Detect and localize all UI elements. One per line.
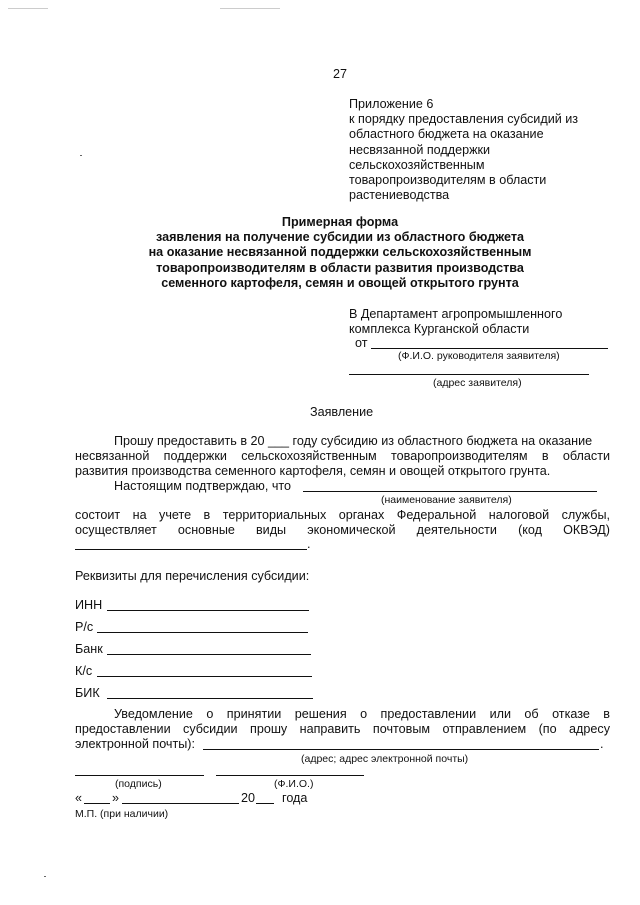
body-line: осуществляет основные виды экономической деятельности (код ОКВЭД) [75,523,610,537]
notice-address-field[interactable] [203,749,599,750]
date-close-quote: » [112,791,120,805]
date-month-field[interactable] [122,803,239,804]
date-day-field[interactable] [84,803,110,804]
appendix-line: растениеводства [349,188,450,203]
date-year-suffix: года [282,791,308,805]
form-title-line: товаропроизводителям в области развития производства [156,260,524,275]
signer-name-field[interactable] [216,775,364,776]
appendix-line: несвязанной поддержки [349,142,491,157]
notice-end: . [600,737,604,751]
bank-label: Банк [75,642,103,656]
requisites-title: Реквизиты для перечисления субсидии: [75,569,310,583]
bik-label: БИК [75,686,100,700]
applicant-name-caption: (Ф.И.О. руководителя заявителя) [398,350,560,362]
addressee-line: комплекса Курганской области [349,322,530,336]
body-line: развития производства семенного картофеля, семян и овощей открытого грунта. [75,464,551,478]
scan-speck [220,8,280,9]
page-number: 27 [333,67,348,81]
scan-speck [80,155,82,156]
bik-field[interactable] [107,698,313,699]
date-open-quote: « [75,791,83,805]
appendix-line: к порядку предоставления субсидий из [349,112,579,127]
stamp-note: М.П. (при наличии) [75,808,169,820]
scan-speck [8,8,48,9]
date-year-field[interactable] [256,803,274,804]
addressee-from-label: от [355,336,368,350]
form-title-line: Примерная форма [281,215,399,229]
applicant-name-field[interactable] [371,348,608,349]
bank-field[interactable] [107,654,311,655]
applicant-address-field[interactable] [349,374,589,375]
applicant-org-field[interactable] [303,491,597,492]
okved-end: . [307,537,311,551]
body-line: несвязанной поддержки сельскохозяйственным товаропроизводителям в области [75,449,610,463]
rs-field[interactable] [97,632,308,633]
rs-label: Р/с [75,620,94,634]
appendix-line: Приложение 6 [349,97,434,111]
appendix-line: областного бюджета на оказание [349,127,544,142]
notice-line: предоставлении субсидии прошу направить почтовым отправлением (по адресу [75,722,610,736]
applicant-address-caption: (адрес заявителя) [433,377,522,389]
okved-field[interactable] [75,549,307,550]
notice-line: Уведомление о принятии решения о предоставлении или об отказе в [114,707,610,721]
ks-field[interactable] [97,676,312,677]
appendix-line: товаропроизводителям в области [349,173,547,188]
appendix-block [349,97,578,203]
signature-field[interactable] [75,775,204,776]
form-title-line: заявления на получение субсидии из областного бюджета [155,230,525,245]
date-year-prefix: 20 [241,791,256,805]
body-line: Настоящим подтверждаю, что [114,479,292,493]
body-line: состоит на учете в территориальных органах Федеральной налоговой службы, [75,508,610,522]
appendix-line: сельскохозяйственным [349,157,485,172]
inn-label: ИНН [75,598,103,612]
inn-field[interactable] [107,610,309,611]
addressee-line: В Департамент агропромышленного [349,307,563,321]
form-title [90,215,590,291]
notice-line: электронной почты): [75,737,195,751]
signer-name-caption: (Ф.И.О.) [274,778,314,790]
notice-address-caption: (адрес; адрес электронной почты) [301,753,469,765]
ks-label: К/с [75,664,93,678]
document-heading: Заявление [310,405,374,419]
scan-speck [44,876,46,877]
form-title-line: на оказание несвязанной поддержки сельскохозяйственным [148,245,532,260]
form-title-line: семенного картофеля, семян и овощей открытого грунта [161,275,519,290]
body-line: Прошу предоставить в 20 ___ году субсидию из областного бюджета на оказание [114,434,593,448]
signature-caption: (подпись) [115,778,162,790]
applicant-org-caption: (наименование заявителя) [381,494,512,506]
